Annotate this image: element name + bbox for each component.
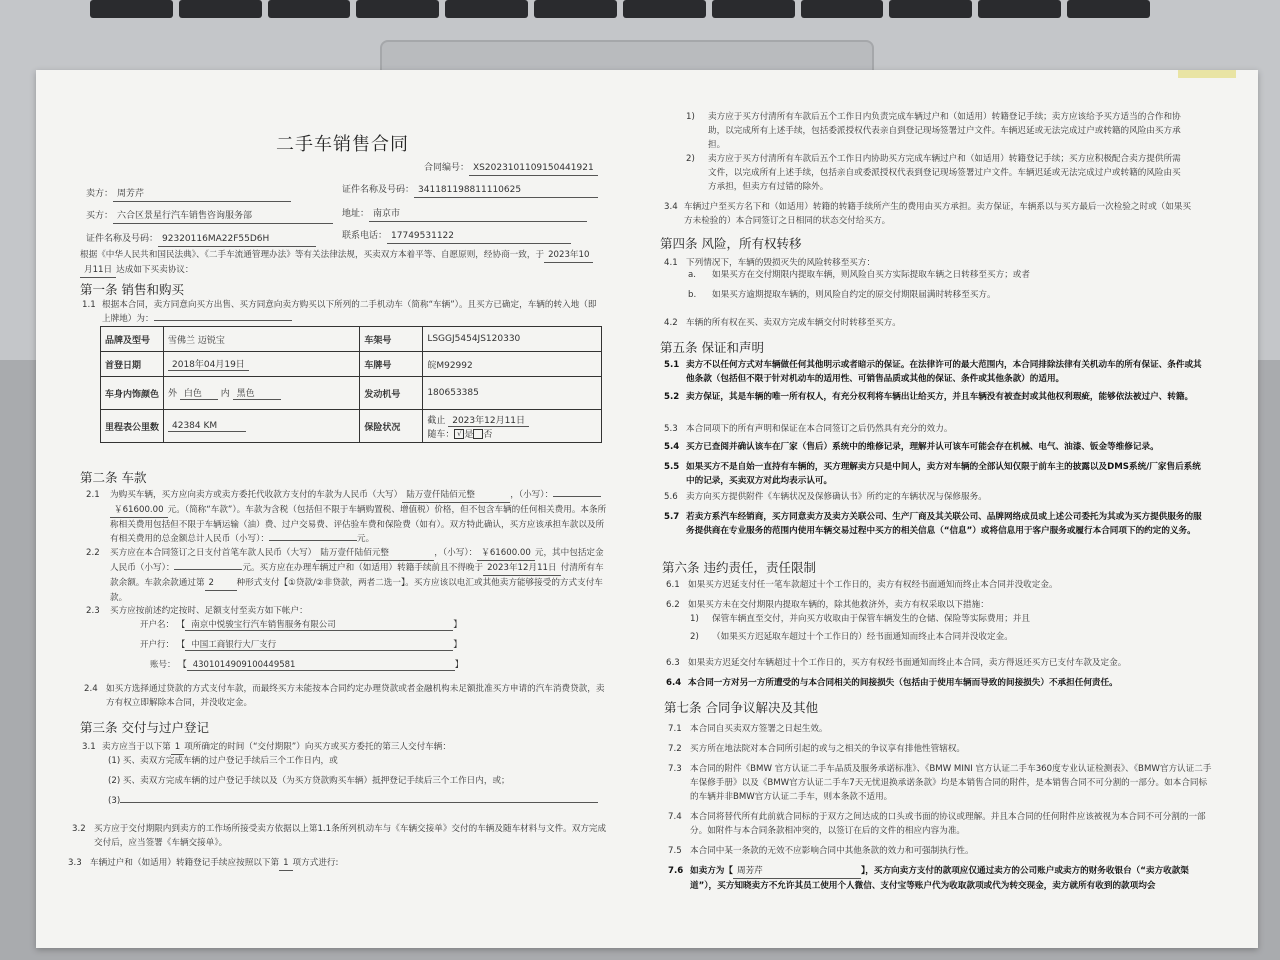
account-number-row: 账号： 【 4301014909100449581 】	[150, 660, 464, 670]
clause-number: 5.3	[664, 424, 678, 434]
clause-3-1: 卖方应当于以下第 1 项所确定的时间（“交付期限”）向买方或买方委托的第三人交付车辆：	[102, 740, 602, 755]
clause-6-3: 如果卖方迟延交付车辆超过十个工作日的，买方有权经书面通知而终止本合同，卖方得返还买方已支付车款及定金。	[688, 658, 1127, 668]
clause-number: 1.1	[82, 300, 96, 310]
clause-3-4: 车辆过户至买方名下和（如适用）转籍的转籍手续所产生的费用由买方承担。卖方保证，车辆系以与买方最后一次检验之时或（如果买方未检验的）本合同签订之日相同的状态交付给买方。	[684, 202, 1192, 226]
clause-number: 6.3	[666, 658, 680, 668]
clause-3-2: 买方应于交付期限内到卖方的工作场所接受卖方依据以上第1.1条所列机动车与《车辆交接单》交付的车辆及随车材料与文件。双方完成交付后，应当签署《车辆交接单》。	[94, 824, 607, 848]
clause-1-1: 根据本合同，卖方同意向买方出售、买方同意向卖方购买以下所列的二手机动车（简称“车辆”）。且买方已确定，车辆的转入地（即上牌地）为：	[102, 300, 597, 324]
clause-3-3-option-2: 卖方应于买方付清所有车款后五个工作日内协助买方完成车辆过户和（如适用）转籍登记手续；买方应积极配合卖方提供所需文件，以完成所有上述手续，包括亲自或委派授权代表到登记现场签署过户文件。车辆迟延或无法完成过户或转籍的风险由买方承担，但卖方有过错的除外。	[708, 154, 1181, 192]
checkbox-no	[473, 429, 483, 439]
section-7-title: 第七条 合同争议解决及其他	[664, 700, 818, 715]
bank-row: 开户行： 【 中国工商银行大厂支行 】	[140, 640, 462, 650]
clause-number: 3.2	[72, 824, 86, 834]
clause-number: 5.1	[664, 360, 680, 370]
clause-4-1-a: 如果买方在交付期限内提取车辆，则风险自买方实际提取车辆之日转移至买方；或者	[712, 270, 1030, 280]
clause-number: 6.1	[666, 580, 680, 590]
clause-number: 2.4	[84, 684, 98, 694]
vin-value: LSGGJ5454JS120330	[423, 327, 602, 352]
clause-4-1: 下列情况下，车辆的毁损灭失的风险转移至买方：	[686, 258, 876, 268]
clause-6-2: 如果买方未在交付期限内提取车辆的，除其他救济外，卖方有权采取以下措施：	[688, 600, 989, 610]
clause-5-6: 卖方向买方提供附件《车辆状况及保修确认书》所约定的车辆状况与保修服务。	[686, 492, 987, 502]
engine-value: 180653385	[423, 377, 602, 410]
clause-5-5: 如果买方不是自始一直持有车辆的，买方理解卖方只是中间人，卖方对车辆的全部认知仅限于前车主的披露以及DMS系统/厂家售后系统中的记录，买卖双方对此均表示认可。	[686, 462, 1201, 486]
document-title: 二手车销售合同	[276, 134, 409, 155]
buyer-id-line: 证件名称及号码： 92320116MA22F55D6H	[86, 233, 316, 247]
section-3-title: 第三条 交付与过户登记	[80, 720, 209, 735]
reg-date-value: 2018年04月19日	[164, 352, 360, 377]
clause-3-3-option-1: 卖方应于买方付清所有车款后五个工作日内负责完成车辆过户和（如适用）转籍登记手续；卖方应该给予买方适当的合作和协助，以完成所有上述手续，包括委派授权代表亲自到登记现场签署过户文件。车辆迟延或无法完成过户或转籍的风险由买方承担。	[708, 112, 1181, 150]
buyer-address-line: 地址： 南京市	[342, 208, 587, 222]
clause-number: 2.1	[86, 490, 100, 500]
section-6-title: 第六条 违约责任，责任限制	[662, 560, 816, 575]
clause-7-3: 本合同的附件《BMW 官方认证二手车品质及服务承诺标准》、《BMW MINI 官方认证二手车360度专业认证检测表》、《BMW官方认证二手车保修手册》以及《BMW官方认证二手车7天无忧退换承诺条款》均是本销售合同的附件，是本销售合同不可分割的一部分。如本合同标的车辆并非BMW官方认证二手车，则本条款不适用。	[690, 764, 1212, 802]
vehicle-info-table	[100, 326, 602, 443]
clause-number: 2.2	[86, 548, 100, 558]
clause-2-4: 如买方选择通过贷款的方式支付车款，而最终买方未能按本合同约定办理贷款或者金融机构未足额批准买方申请的汽车消费贷款，卖方有权立即解除本合同，并没收定金。	[106, 684, 605, 708]
plate-label: 车牌号	[360, 352, 423, 377]
section-5-title: 第五条 保证和声明	[660, 340, 764, 355]
clause-2-2: 买方应在本合同签订之日支付首笔车款人民币（大写） 陆万壹仟陆佰元整 ，（小写）： ￥61600.00 元，其中包括定金人民币（小写）： 元。买方应在办理车辆过户和（如适用）转籍手续前且不得晚于 2023年12月11日 付清所有车款余额。车款余款通过第 2 种形式支付【①贷款/②非贷款，两者二选一】。买方应该以电汇或其他卖方能够接受的方式支付车款。	[110, 548, 604, 603]
clause-number: 2)	[690, 632, 699, 642]
clause-number: a.	[688, 270, 696, 280]
clause-2-1: 为购买车辆，买方应向卖方或卖方委托代收款方支付的车款为人民币（大写） 陆万壹仟陆佰元整 ，（小写）： ￥61600.00 元。（简称“车款”）。车款为含税（包括但不限于车辆购置税、增值税）价格，但不包含车辆的任何相关费用。本条所称相关费用包括但不限于车辆运输（油）费、过户交易费、评估验车费和保险费（如有）。双方特此确认，买方应该承担车款以及所有相关费用的总金额总计人民币（小写）： 元。	[110, 490, 607, 544]
account-name-row: 开户名： 【 南京中悦骏宝行汽车销售服务有限公司 】	[140, 620, 462, 630]
section-1-title: 第一条 销售和购买	[80, 282, 184, 297]
clause-7-5: 本合同中某一条款的无效不应影响合同中其他条款的效力和可强制执行性。	[690, 846, 974, 856]
clause-number: 7.5	[668, 846, 682, 856]
clause-number: 5.7	[664, 512, 680, 522]
clause-6-1: 如果买方迟延支付任一笔车款超过十个工作日的，卖方有权经书面通知而终止本合同并没收定金。	[688, 580, 1058, 590]
clause-number: 7.6	[668, 866, 684, 876]
engine-label: 发动机号	[360, 377, 423, 410]
clause-4-2: 车辆的所有权在买、卖双方完成车辆交付时转移至买方。	[686, 318, 901, 328]
color-value: 外 白色 内 黑色	[164, 377, 360, 410]
clause-number: 7.4	[668, 812, 682, 822]
clause-5-3: 本合同项下的所有声明和保证在本合同签订之后仍然具有充分的效力。	[686, 424, 953, 434]
clause-3-3: 车辆过户和（如适用）转籍登记手续应按照以下第 1 项方式进行:	[90, 856, 590, 871]
seller-line: 卖方： 周芳芹	[86, 188, 291, 202]
right-column	[656, 70, 1226, 948]
vin-label: 车架号	[360, 327, 423, 352]
clause-7-2: 买方所在地法院对本合同所引起的或与之相关的争议享有排他性管辖权。	[690, 744, 966, 754]
clause-number: 1)	[686, 112, 695, 122]
contract-number: 合同编号： XS2023101109150441921	[424, 162, 598, 176]
preamble: 根据《中华人民共和国民法典》、《二手车流通管理办法》等有关法律法规，买卖双方本着平等、自愿原则，经协商一致，于 2023年10月11日 达成如下买卖协议：	[80, 248, 610, 278]
buyer-line: 买方： 六合区景星行汽车销售咨询服务部	[86, 210, 333, 224]
color-label: 车身内饰颜色	[101, 377, 164, 410]
clause-number: 5.2	[664, 392, 680, 402]
clause-number: 5.6	[664, 492, 678, 502]
brand-label: 品牌及型号	[101, 327, 164, 352]
clause-5-2: 卖方保证，其是车辆的唯一所有权人，有充分权利将车辆出让给买方，并且车辆没有被查封或其他权利瑕疵，能够依法被过户、转籍。	[686, 392, 1194, 402]
clause-number: 2.3	[86, 606, 100, 616]
mileage-label: 里程表公里数	[101, 410, 164, 443]
checkbox-yes: √	[454, 429, 464, 439]
clause-number: 3.1	[82, 742, 96, 752]
clause-number: 6.4	[666, 678, 682, 688]
insurance-value: 截止 2023年12月11日 随车： √ 是 否	[423, 410, 602, 443]
clause-4-1-b: 如果买方逾期提取车辆的，则风险自约定的原交付期限届满时转移至买方。	[712, 290, 996, 300]
clause-number: 7.1	[668, 724, 682, 734]
clause-6-4: 本合同一方对另一方所遭受的与本合同相关的间接损失（包括由于使用车辆而导致的间接损失）不承担任何责任。	[688, 678, 1118, 688]
buyer-tel-line: 联系电话： 17749531122	[342, 230, 571, 244]
clause-number: 3.4	[664, 202, 678, 212]
clause-3-1-item-2: (2) 买、卖双方完成车辆的过户登记手续以及（为买方贷款购买车辆）抵押登记手续后三个工作日内，或；	[108, 776, 510, 786]
keyboard-row	[90, 0, 1150, 18]
clause-6-2-2: （如果买方迟延取车超过十个工作日的）经书面通知而终止本合同并没收定金。	[712, 632, 1013, 642]
clause-5-4: 买方已查阅并确认该车在厂家（售后）系统中的维修记录，理解并认可该车可能会存在机械、电气、油漆、钣金等维修记录。	[686, 442, 1159, 452]
clause-2-3: 买方应按前述约定按时、足额支付至卖方如下帐户：	[110, 606, 308, 616]
clause-5-7: 若卖方系汽车经销商，买方同意卖方及卖方关联公司、生产厂商及其关联公司、品牌网络成员或上述公司委托为其或为买方提供服务的服务提供商在专业服务的范围内使用车辆交易过程中买方的相关信息（“信息”）或将信息用于客户服务或履行本合同项下的约定的义务。	[686, 512, 1202, 536]
clause-number: 7.3	[668, 764, 682, 774]
clause-number: 4.1	[664, 258, 678, 268]
contract-document	[36, 70, 1258, 948]
clause-number: b.	[688, 290, 697, 300]
clause-7-4: 本合同将替代所有此前就合同标的于双方之间达成的口头或书面的协议或理解。并且本合同的任何附件应该被视为本合同不可分割的一部分。如附件与本合同条款相冲突的，以签订在后的文件的相应内容为准。	[690, 812, 1206, 836]
clause-number: 4.2	[664, 318, 678, 328]
clause-number: 5.5	[664, 462, 680, 472]
reg-date-label: 首登日期	[101, 352, 164, 377]
insurance-label: 保险状况	[360, 410, 423, 443]
clause-6-2-1: 保管车辆直至交付，并向买方收取由于保管车辆发生的仓储、保险等实际费用；并且	[712, 614, 1030, 624]
clause-7-1: 本合同自买卖双方签署之日起生效。	[690, 724, 828, 734]
seller-id-line: 证件名称及号码： 341181198811110625	[342, 184, 598, 198]
mileage-value: 42384 KM	[164, 410, 360, 443]
clause-number: 6.2	[666, 600, 680, 610]
brand-value: 雪佛兰 迈锐宝	[164, 327, 360, 352]
plate-value: 皖M92992	[423, 352, 602, 377]
clause-7-6: 如卖方为【 周芳芹 】，买方向卖方支付的款项应仅通过卖方的公司账户或卖方的财务收银台（“卖方收款渠道”），买方知晓卖方不允许其员工使用个人微信、支付宝等账户代为收取款项或代为转交现金，卖方就所有收到的款项均会	[690, 866, 1189, 891]
section-2-title: 第二条 车款	[80, 470, 147, 485]
clause-5-1: 卖方不以任何方式对车辆做任何其他明示或者暗示的保证。在法律许可的最大范围内，本合同排除法律有关机动车的所有保证、条件或其他条款（包括但不限于针对机动车的适用性、可销售品质或其他的保证、条件或其他条款）的适用。	[686, 360, 1202, 384]
section-4-title: 第四条 风险，所有权转移	[660, 236, 802, 251]
left-column	[68, 70, 642, 948]
clause-number: 3.3	[68, 858, 82, 868]
clause-number: 2)	[686, 154, 695, 164]
clause-3-1-item-3: (3)	[108, 794, 608, 808]
clause-number: 1)	[690, 614, 699, 624]
clause-3-1-item-1: (1) 买、卖双方完成车辆的过户登记手续后三个工作日内，或	[108, 756, 338, 766]
clause-number: 5.4	[664, 442, 680, 452]
clause-number: 7.2	[668, 744, 682, 754]
